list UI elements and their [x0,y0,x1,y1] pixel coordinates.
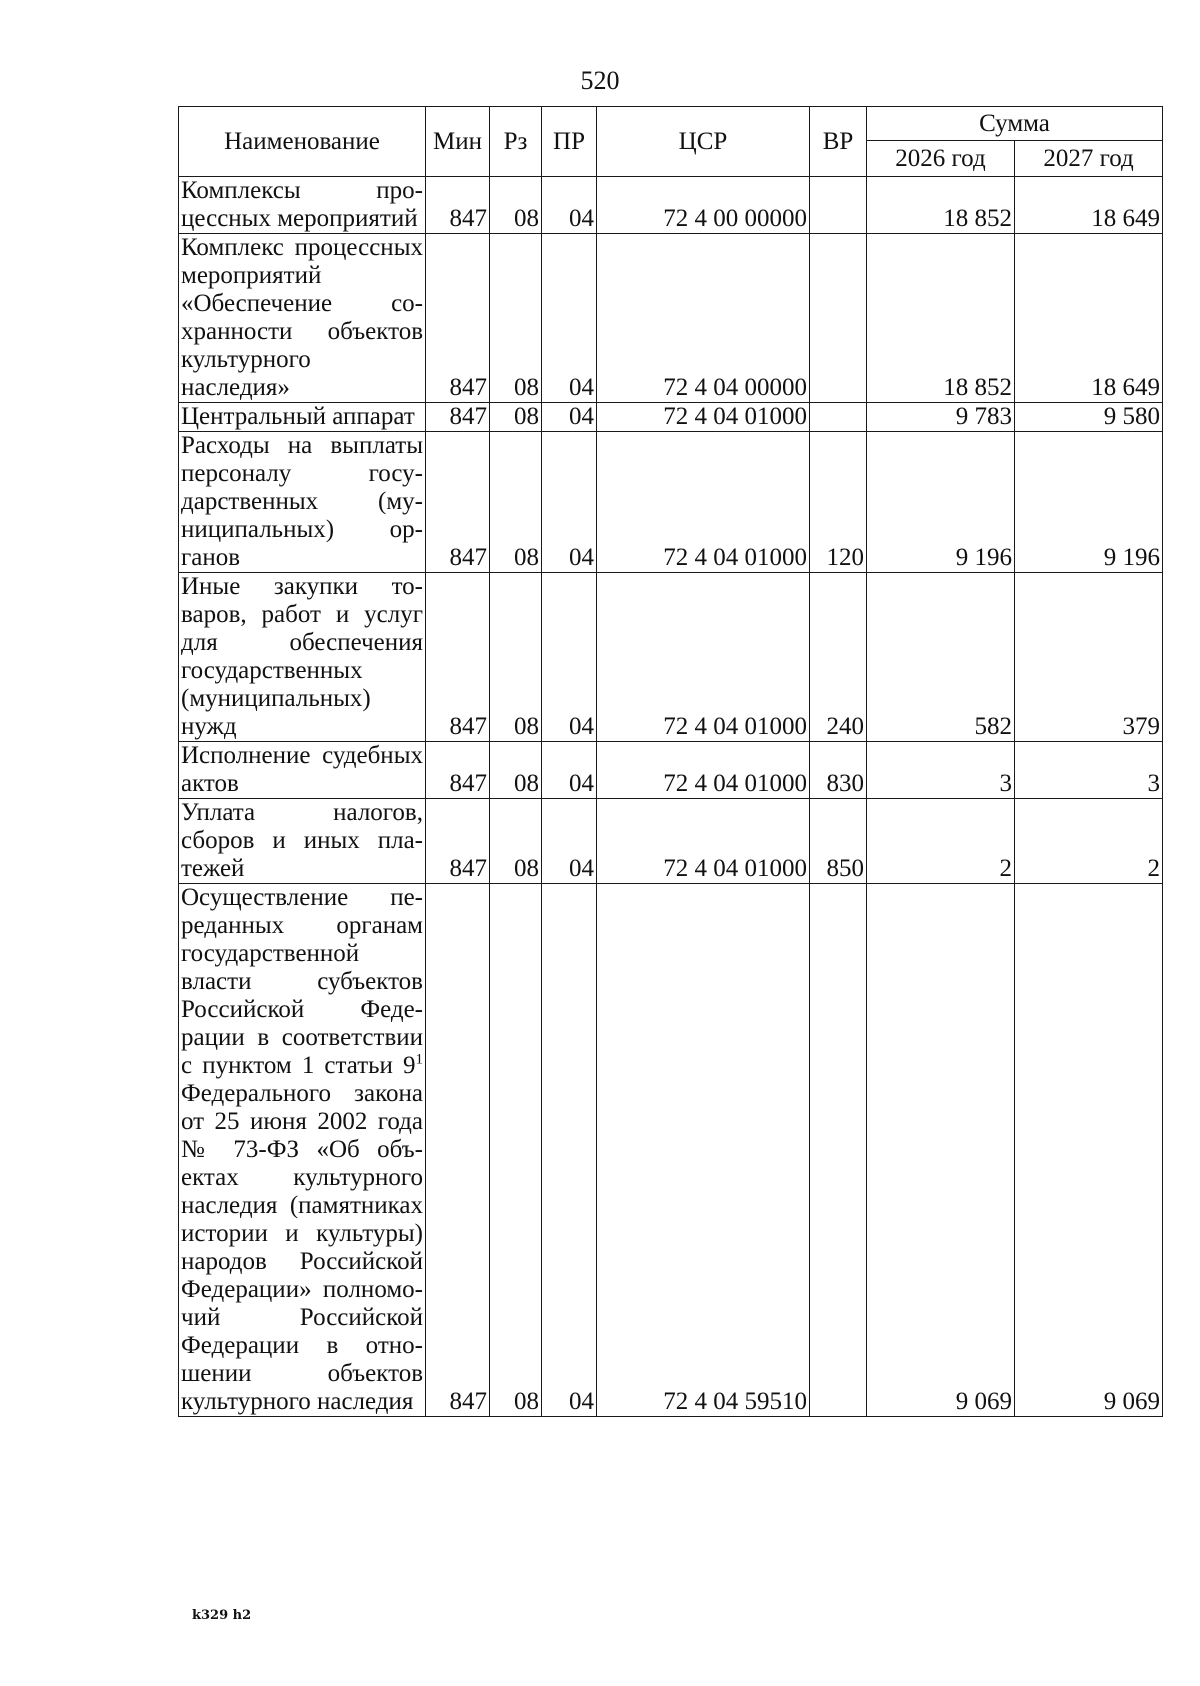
row-csr: 72 4 04 00000 [597,234,810,403]
header-sum: Сумма [867,107,1163,141]
header-year-2026: 2026 год [867,141,1015,177]
row-name: Комплекс процессных мероприятий «Обеспечение сохранности объектов культурного наследия» [179,234,426,403]
row-rz: 08 [490,742,542,799]
row-pr: 04 [542,799,597,884]
header-min: Мин [426,107,490,177]
row-pr: 04 [542,742,597,799]
table-row [179,177,1163,234]
row-min: 847 [426,884,490,1417]
row-vr: 120 [810,432,867,573]
row-vr [810,234,867,403]
row-sum-2027: 18 649 [1015,234,1163,403]
row-name: Комплексы процессных мероприятий [179,177,426,234]
table-row [179,799,1163,884]
row-vr [810,884,867,1417]
row-min: 847 [426,742,490,799]
row-csr: 72 4 04 01000 [597,432,810,573]
row-sum-2026: 9 069 [867,884,1015,1417]
table-row [179,884,1163,1417]
row-vr: 830 [810,742,867,799]
row-csr: 72 4 04 59510 [597,884,810,1417]
row-name [179,884,426,1417]
row-pr: 04 [542,432,597,573]
table-row [179,573,1163,742]
budget-table [178,106,1163,1417]
row-vr [810,177,867,234]
row-min: 847 [426,403,490,432]
row-vr: 240 [810,573,867,742]
row-name-part1: Осуществление переданных органам государственной власти субъектов Российской Федерации в соответствии с пунктом 1 статьи 9 [181,884,423,1079]
row-min: 847 [426,432,490,573]
row-min: 847 [426,573,490,742]
row-sum-2027: 3 [1015,742,1163,799]
row-name: Расходы на выплаты персоналу государственных (муниципальных) органов [179,432,426,573]
table-row [179,742,1163,799]
header-row [179,107,1163,141]
row-sum-2027: 2 [1015,799,1163,884]
row-csr: 72 4 04 01000 [597,742,810,799]
row-name: Исполнение судебных актов [179,742,426,799]
row-rz: 08 [490,573,542,742]
header-pr: ПР [542,107,597,177]
row-rz: 08 [490,799,542,884]
row-sum-2026: 3 [867,742,1015,799]
row-rz: 08 [490,234,542,403]
footer-document-code: k329 h2 [192,1608,252,1623]
header-csr: ЦСР [597,107,810,177]
table-row [179,234,1163,403]
row-csr: 72 4 00 00000 [597,177,810,234]
header-rz: Рз [490,107,542,177]
header-year-2027: 2027 год [1015,141,1163,177]
row-rz: 08 [490,432,542,573]
row-vr: 850 [810,799,867,884]
row-sum-2026: 582 [867,573,1015,742]
row-name: Уплата налогов, сборов и иных платежей [179,799,426,884]
row-sum-2026: 18 852 [867,177,1015,234]
row-csr: 72 4 04 01000 [597,799,810,884]
table-row [179,403,1163,432]
row-rz: 08 [490,884,542,1417]
table-row [179,432,1163,573]
row-name: Иные закупки товаров, работ и услуг для обеспечения государственных (муниципальных) нужд [179,573,426,742]
row-sum-2026: 9 196 [867,432,1015,573]
row-sum-2027: 9 580 [1015,403,1163,432]
row-sum-2026: 9 783 [867,403,1015,432]
row-name-part2: Федерального закона от 25 июня 2002 года № 73-ФЗ «Об объектах культурного наследия (памятниках истории и культуры) народов Российской Федерации» полномочий Российской Федерации в отношении объектов культурного наследия [181,1080,423,1415]
row-vr [810,403,867,432]
row-min: 847 [426,234,490,403]
row-min: 847 [426,799,490,884]
row-pr: 04 [542,177,597,234]
row-csr: 72 4 04 01000 [597,573,810,742]
row-name: Центральный аппарат [179,403,426,432]
row-sum-2027: 379 [1015,573,1163,742]
row-min: 847 [426,177,490,234]
row-rz: 08 [490,403,542,432]
row-pr: 04 [542,573,597,742]
row-csr: 72 4 04 01000 [597,403,810,432]
row-sum-2027: 18 649 [1015,177,1163,234]
superscript-mark: 1 [415,1051,423,1068]
header-name: Наименование [179,107,426,177]
row-pr: 04 [542,884,597,1417]
row-pr: 04 [542,234,597,403]
row-sum-2027: 9 196 [1015,432,1163,573]
header-vr: ВР [810,107,867,177]
row-pr: 04 [542,403,597,432]
row-sum-2027: 9 069 [1015,884,1163,1417]
row-rz: 08 [490,177,542,234]
row-sum-2026: 18 852 [867,234,1015,403]
row-sum-2026: 2 [867,799,1015,884]
page-number: 520 [580,66,620,95]
